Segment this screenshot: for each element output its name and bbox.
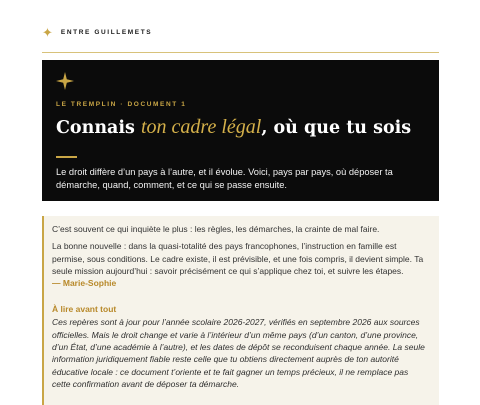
title-end: , où que tu sois	[261, 118, 412, 138]
intro-paragraph-2: La bonne nouvelle : dans la quasi-totalité des pays francophones, l’instruction en famille est permise, sous conditions. Le cadre existe, il est prévisible, et une fois compris, il devient simple. Ta seule mission aujourd’hui : savoir précisément ce qui s’applique chez toi, et suivre les étapes.	[52, 241, 424, 276]
sparkle-icon	[56, 72, 74, 90]
star-icon: ✦	[42, 25, 53, 40]
document-kicker: LE TREMPLIN · DOCUMENT 1	[56, 101, 187, 108]
brand-name: ENTRE GUILLEMETS	[60, 29, 153, 36]
intro-paragraph-1: C’est souvent ce qui inquiète le plus : les règles, les démarches, la crainte de mal faire.	[52, 224, 380, 234]
hero-banner	[42, 60, 439, 201]
intro-note	[42, 216, 439, 405]
brand	[42, 26, 152, 39]
disclaimer-text: Ces repères sont à jour pour l’année scolaire 2026-2027, vérifiés en septembre 2026 aux sources officielles. Mais le droit change et varie à l’intérieur d’un même pays (d’un canton, d’une province, d’un État, d’une académie à l’autre), et les dates de dépôt se reconduisent chaque année. La seule information juridiquement fiable reste celle que tu obtiens directement auprès de ton autorité éducative locale : ce document t’oriente et te fait gagner un temps précieux, il ne remplace pas cette confirmation avant de déposer ta démarche.	[52, 317, 425, 389]
header-divider	[42, 52, 439, 53]
author-signature: — Marie-Sophie	[52, 278, 117, 289]
title-emphasis: ton cadre légal	[140, 116, 262, 138]
hero-lede: Le droit diffère d’un pays à l’autre, et il évolue. Voici, pays par pays, où déposer ta démarche, quand, comment, et ce qui se passe ensuite.	[56, 167, 393, 190]
title-start: Connais	[56, 118, 141, 138]
page-title	[56, 115, 431, 139]
accent-bar	[56, 156, 77, 158]
section-heading: À lire avant tout	[52, 304, 117, 315]
